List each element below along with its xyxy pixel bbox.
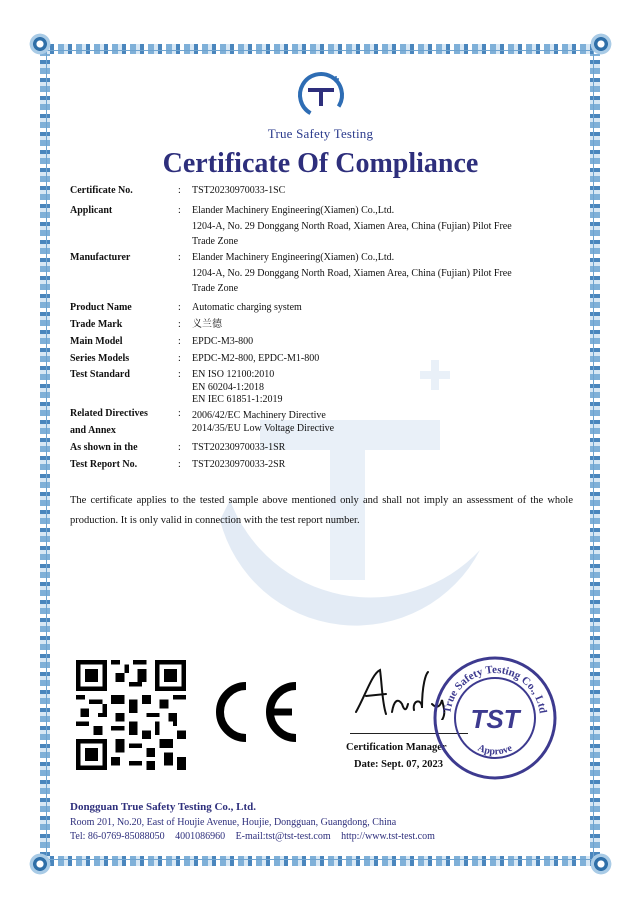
field-value: Trade Zone (192, 283, 239, 294)
field-value: 1204-A, No. 29 Donggang North Road, Xiamen Area, China (Fujian) Pilot Free (192, 267, 512, 279)
field-label: Manufacturer (70, 252, 131, 263)
field-label: Main Model (70, 336, 123, 347)
field-colon: : (178, 408, 181, 419)
contact-phone-2: 4001086960 (175, 831, 226, 842)
corner-ornament-icon (589, 852, 613, 876)
field-value: EN IEC 61851-1:2019 (192, 394, 283, 405)
field-label: Test Standard (70, 369, 130, 380)
approval-stamp-icon (432, 655, 558, 781)
field-value: EN ISO 12100:2010 (192, 369, 275, 380)
field-label: Related Directives (70, 408, 148, 419)
field-label: Product Name (70, 302, 132, 313)
field-colon: : (178, 252, 181, 263)
field-colon: : (178, 459, 181, 470)
field-value: 1204-A, No. 29 Donggang North Road, Xiamen Area, China (Fujian) Pilot Free (192, 220, 512, 232)
field-colon: : (178, 336, 181, 347)
corner-ornament-icon (589, 32, 613, 56)
issuer-company-name: Dongguan True Safety Testing Co., Ltd. (70, 801, 257, 813)
field-label: Test Report No. (70, 459, 138, 470)
field-value: TST20230970033-1SR (192, 442, 286, 453)
tst-logo-icon (296, 70, 346, 120)
field-colon: : (178, 302, 181, 313)
contact-website[interactable]: http://www.tst-test.com (341, 831, 435, 842)
field-value: 2014/35/EU Low Voltage Directive (192, 422, 335, 434)
field-label-group (70, 408, 178, 437)
field-colon: : (178, 353, 181, 364)
field-value: Elander Machinery Engineering(Xiamen) Co.,Ltd. (192, 205, 395, 216)
signatory-title: Certification Manager (346, 742, 447, 753)
qr-code-icon[interactable] (76, 660, 186, 770)
field-colon: : (178, 369, 181, 380)
field-label: Trade Mark (70, 319, 123, 330)
field-value: EN 60204-1:2018 (192, 381, 264, 393)
field-label: and Annex (70, 424, 116, 436)
field-value: 2006/42/EC Machinery Directive (192, 410, 326, 421)
field-value: EPDC-M3-800 (192, 336, 254, 347)
brand-name: True Safety Testing (267, 126, 374, 141)
field-label: Series Models (70, 353, 130, 364)
contact-phone: Tel: 86-0769-85088050 (70, 831, 165, 842)
field-colon: : (178, 442, 181, 453)
field-value: TST20230970033-2SR (192, 459, 286, 470)
field-label: As shown in the (70, 442, 138, 453)
field-label: Applicant (70, 205, 113, 216)
field-colon: : (178, 319, 181, 330)
svg-text:Approve: Approve (475, 742, 515, 758)
validity-statement: The certificate applies to the tested sample above mentioned only and shall not imply an assessment of the whole production. It is only valid in connection with the test report number. (70, 495, 573, 526)
field-colon: : (178, 205, 181, 216)
field-value: Trade Zone (192, 236, 239, 247)
field-value: 义兰德 (192, 319, 222, 330)
field-value: Automatic charging system (192, 302, 302, 313)
corner-ornament-icon (28, 852, 52, 876)
field-value: TST20230970033-1SC (192, 185, 286, 196)
issue-date: Date: Sept. 07, 2023 (354, 759, 443, 770)
corner-ornament-icon (28, 32, 52, 56)
contact-email[interactable]: E-mail:tst@tst-test.com (235, 831, 331, 842)
issuer-contact (70, 831, 443, 842)
issuer-address: Room 201, No.20, East of Houjie Avenue, Houjie, Dongguan, Guangdong, China (70, 817, 397, 828)
ce-mark-icon (208, 680, 300, 744)
field-value: EPDC-M2-800, EPDC-M1-800 (192, 353, 320, 364)
field-value: Elander Machinery Engineering(Xiamen) Co.,Ltd. (192, 252, 395, 263)
svg-text:True Safety Testing Co., Ltd: True Safety Testing Co., Ltd (441, 663, 549, 715)
field-label: Certificate No. (70, 185, 133, 196)
certificate-title: Certificate Of Compliance (162, 148, 479, 179)
field-colon: : (178, 185, 181, 196)
svg-text:TST: TST (470, 704, 520, 734)
